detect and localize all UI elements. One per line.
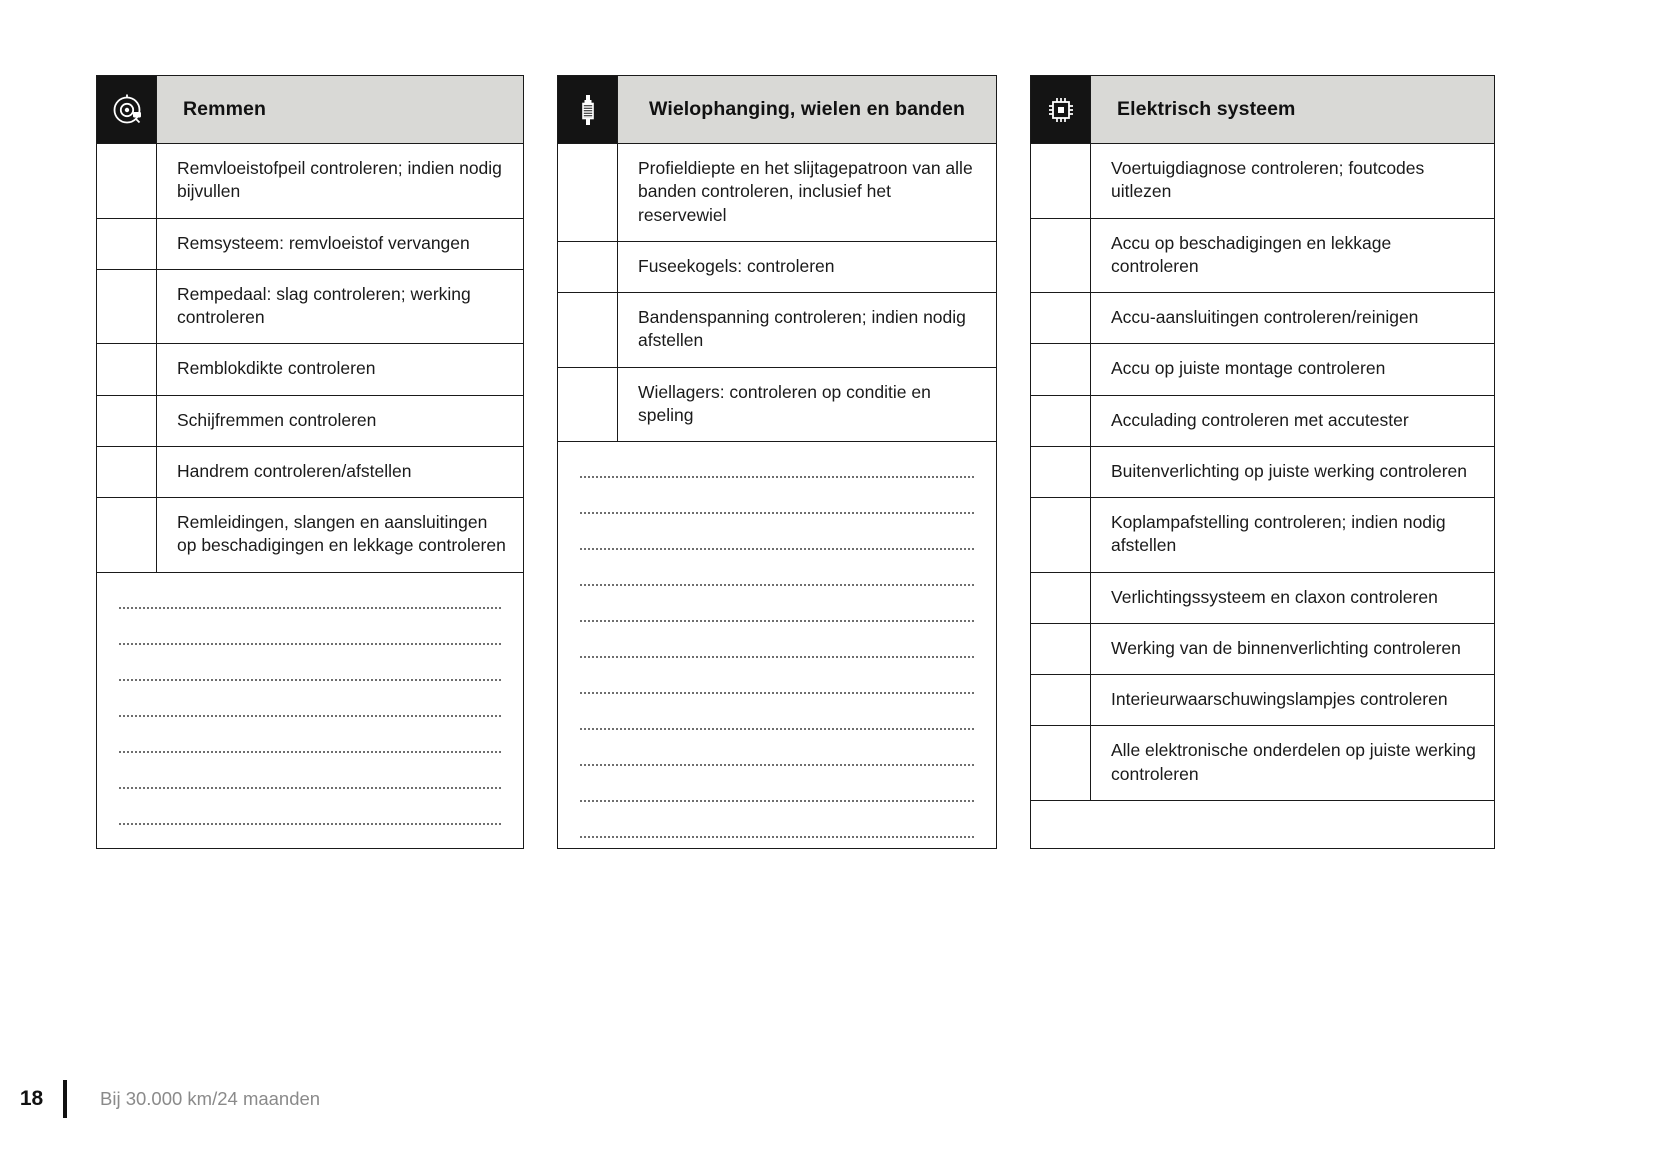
checkbox-cell[interactable]	[97, 396, 157, 446]
checkbox-cell[interactable]	[1031, 293, 1091, 343]
task-label: Profieldiepte en het slijtagepatroon van alle banden controleren, inclusief het reservewiel	[638, 158, 973, 225]
table-row	[558, 242, 996, 293]
note-line[interactable]	[119, 607, 501, 609]
section-header-wielophanging	[558, 76, 996, 144]
task-label: Handrem controleren/afstellen	[177, 460, 412, 481]
checkbox-cell[interactable]	[558, 368, 618, 442]
task-label: Koplampafstelling controleren; indien nodig afstellen	[1111, 512, 1446, 556]
checkbox-cell[interactable]	[1031, 396, 1091, 446]
table-row	[1031, 624, 1494, 675]
table-row	[97, 219, 523, 270]
checkbox-cell[interactable]	[1031, 498, 1091, 572]
task-label: Remvloeistofpeil controleren; indien nodig bijvullen	[177, 158, 502, 202]
note-line[interactable]	[119, 679, 501, 681]
checkbox-cell[interactable]	[558, 242, 618, 292]
task-label: Bandenspanning controleren; indien nodig afstellen	[638, 307, 966, 351]
task-label: Schijfremmen controleren	[177, 409, 377, 430]
task-label: Remsysteem: remvloeistof vervangen	[177, 232, 470, 253]
table-row	[1031, 396, 1494, 447]
table-row	[558, 293, 996, 368]
table-row	[97, 144, 523, 219]
note-line[interactable]	[580, 728, 974, 730]
table-row	[1031, 447, 1494, 498]
task-label: Accu-aansluitingen controleren/reinigen	[1111, 307, 1419, 328]
table-row	[97, 498, 523, 573]
note-line[interactable]	[119, 715, 501, 717]
task-label: Werking van de binnenverlichting controleren	[1111, 637, 1461, 658]
checkbox-cell[interactable]	[97, 144, 157, 218]
chip-icon	[1031, 76, 1091, 143]
shock-absorber-icon	[558, 76, 618, 143]
page-footer	[0, 1078, 1653, 1120]
task-label: Fuseekogels: controleren	[638, 255, 835, 276]
task-label: Rempedaal: slag controleren; werking controleren	[177, 283, 471, 328]
note-line[interactable]	[580, 836, 974, 838]
section-title-elektrisch-systeem: Elektrisch systeem	[1091, 76, 1494, 143]
footer-divider	[63, 1080, 67, 1118]
task-list-remmen	[97, 144, 523, 573]
checkbox-cell[interactable]	[1031, 726, 1091, 800]
table-row	[97, 447, 523, 498]
checkbox-cell[interactable]	[1031, 624, 1091, 674]
checkbox-cell[interactable]	[558, 293, 618, 367]
note-line[interactable]	[119, 643, 501, 645]
section-card-wielophanging	[557, 75, 997, 849]
note-line[interactable]	[119, 787, 501, 789]
page-number: 18	[19, 1087, 44, 1110]
note-line[interactable]	[580, 476, 974, 478]
task-label: Wiellagers: controleren op conditie en speling	[638, 381, 931, 425]
checkbox-cell[interactable]	[1031, 573, 1091, 623]
table-row	[97, 396, 523, 447]
task-label: Alle elektronische onderdelen op juiste werking controleren	[1111, 740, 1476, 784]
checkbox-cell[interactable]	[97, 219, 157, 269]
checkbox-cell[interactable]	[97, 447, 157, 497]
table-row	[1031, 144, 1494, 219]
section-header-remmen	[97, 76, 523, 144]
section-title-wielophanging: Wielophanging, wielen en banden	[618, 76, 996, 143]
task-label: Verlichtingssysteem en claxon controleren	[1111, 586, 1438, 607]
checkbox-cell[interactable]	[1031, 344, 1091, 394]
brake-disc-icon	[97, 76, 157, 143]
task-list-wielophanging	[558, 144, 996, 442]
note-line[interactable]	[580, 764, 974, 766]
section-header-elektrisch-systeem	[1031, 76, 1494, 144]
table-row	[97, 344, 523, 395]
section-card-elektrisch-systeem	[1030, 75, 1495, 849]
table-row	[558, 368, 996, 443]
checklist-columns	[96, 75, 1556, 849]
checkbox-cell[interactable]	[1031, 219, 1091, 293]
task-label: Accu op beschadigingen en lekkage controleren	[1111, 232, 1392, 276]
checkbox-cell[interactable]	[558, 144, 618, 241]
notes-area-wielophanging[interactable]	[558, 442, 996, 848]
checkbox-cell[interactable]	[97, 498, 157, 572]
task-label: Voertuigdiagnose controleren; foutcodes uitlezen	[1111, 158, 1425, 202]
section-card-remmen	[96, 75, 524, 849]
task-label: Accu op juiste montage controleren	[1111, 358, 1386, 379]
checkbox-cell[interactable]	[1031, 675, 1091, 725]
notes-area-remmen[interactable]	[97, 573, 523, 848]
note-line[interactable]	[580, 548, 974, 550]
note-line[interactable]	[580, 800, 974, 802]
task-label: Acculading controleren met accutester	[1111, 409, 1409, 430]
footer-caption: Bij 30.000 km/24 maanden	[100, 1088, 321, 1109]
table-row	[1031, 219, 1494, 294]
table-row	[1031, 498, 1494, 573]
checkbox-cell[interactable]	[97, 344, 157, 394]
notes-area-elektrisch-systeem[interactable]	[1031, 801, 1494, 848]
note-line[interactable]	[580, 656, 974, 658]
table-row	[1031, 726, 1494, 801]
table-row	[1031, 344, 1494, 395]
task-list-elektrisch-systeem	[1031, 144, 1494, 801]
task-label: Buitenverlichting op juiste werking controleren	[1111, 460, 1468, 481]
checkbox-cell[interactable]	[97, 270, 157, 344]
note-line[interactable]	[580, 512, 974, 514]
section-title-remmen: Remmen	[157, 76, 523, 143]
checkbox-cell[interactable]	[1031, 447, 1091, 497]
table-row	[558, 144, 996, 242]
task-label: Remleidingen, slangen en aansluitingen op beschadigingen en lekkage controleren	[177, 512, 506, 556]
table-row	[1031, 293, 1494, 344]
table-row	[1031, 573, 1494, 624]
note-line[interactable]	[580, 620, 974, 622]
task-label: Remblokdikte controleren	[177, 358, 376, 379]
checkbox-cell[interactable]	[1031, 144, 1091, 218]
table-row	[97, 270, 523, 345]
table-row	[1031, 675, 1494, 726]
note-line[interactable]	[119, 751, 501, 753]
note-line[interactable]	[580, 692, 974, 694]
task-label: Interieurwaarschuwingslampjes controleren	[1111, 689, 1448, 710]
note-line[interactable]	[580, 584, 974, 586]
